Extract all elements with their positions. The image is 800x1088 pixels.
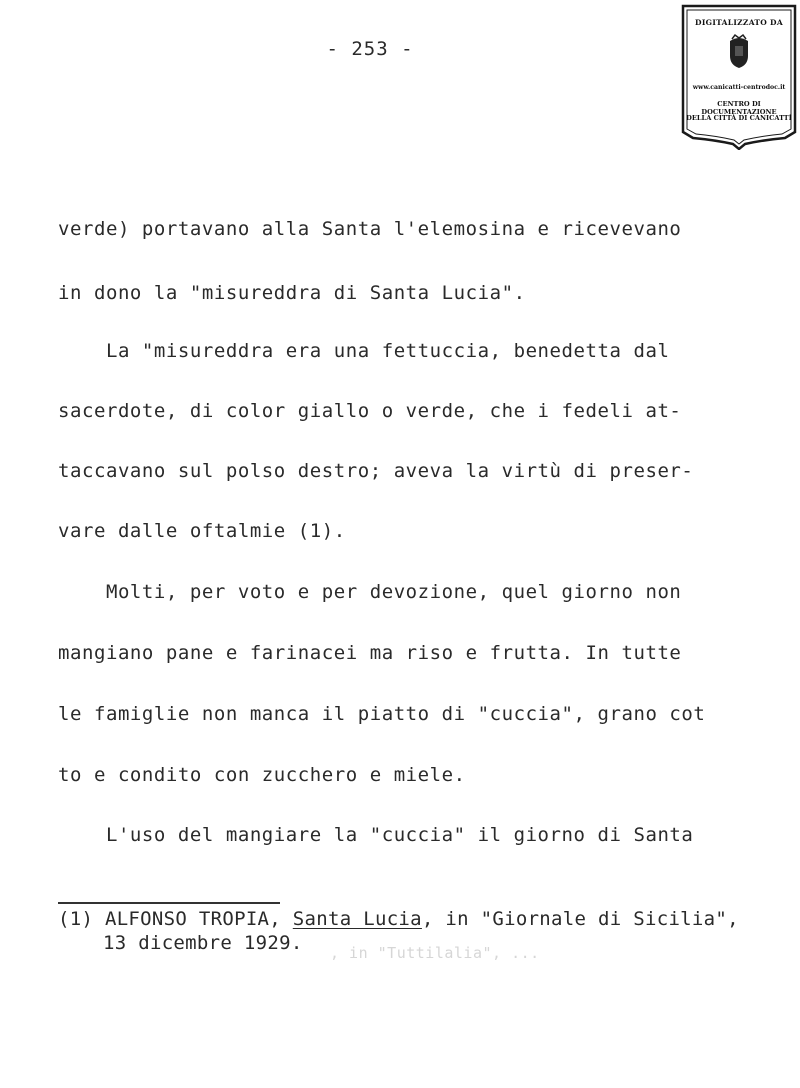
body-line: verde) portavano alla Santa l'elemosina e ricevevano — [58, 218, 682, 240]
stamp-title: DIGITALIZZATO DA — [695, 18, 783, 27]
body-line: to e condito con zucchero e miele. — [58, 764, 466, 786]
body-line: La "misureddra era una fettuccia, benedetta dal — [58, 340, 670, 362]
page-number: - 253 - — [326, 38, 414, 60]
footnote-line-2: 13 dicembre 1929. — [103, 932, 303, 954]
footnote-prefix: (1) ALFONSO TROPIA, — [58, 908, 293, 930]
stamp-org-line2: DELLA CITTÀ DI CANICATTÌ — [686, 114, 792, 122]
digitization-stamp — [681, 4, 797, 150]
footnote-cited-title: Santa Lucia — [292, 908, 422, 930]
show-through-text: , in "Tuttilalia", ... — [330, 944, 540, 962]
stamp-org-line1: CENTRO DI DOCUMENTAZIONE — [701, 100, 777, 116]
body-line: le famiglie non manca il piatto di "cuccia", grano cot — [58, 703, 706, 725]
body-line: mangiano pane e farinacei ma riso e frutta. In tutte — [58, 642, 682, 664]
body-line: Molti, per voto e per devozione, quel giorno non — [58, 581, 682, 603]
body-line: L'uso del mangiare la "cuccia" il giorno di Santa — [58, 824, 694, 846]
body-line: vare dalle oftalmie (1). — [58, 520, 346, 542]
body-line: taccavano sul polso destro; aveva la virtù di preser- — [58, 460, 694, 482]
body-line: in dono la "misureddra di Santa Lucia". — [58, 282, 526, 304]
footnote-line-1 — [58, 908, 739, 930]
body-line: sacerdote, di color giallo o verde, che i fedeli at- — [58, 400, 682, 422]
footnote-suffix: , in "Giornale di Sicilia", — [421, 908, 739, 930]
stamp-url: www.canicatti-centrodoc.it — [692, 84, 786, 91]
footnote-divider — [58, 902, 280, 904]
